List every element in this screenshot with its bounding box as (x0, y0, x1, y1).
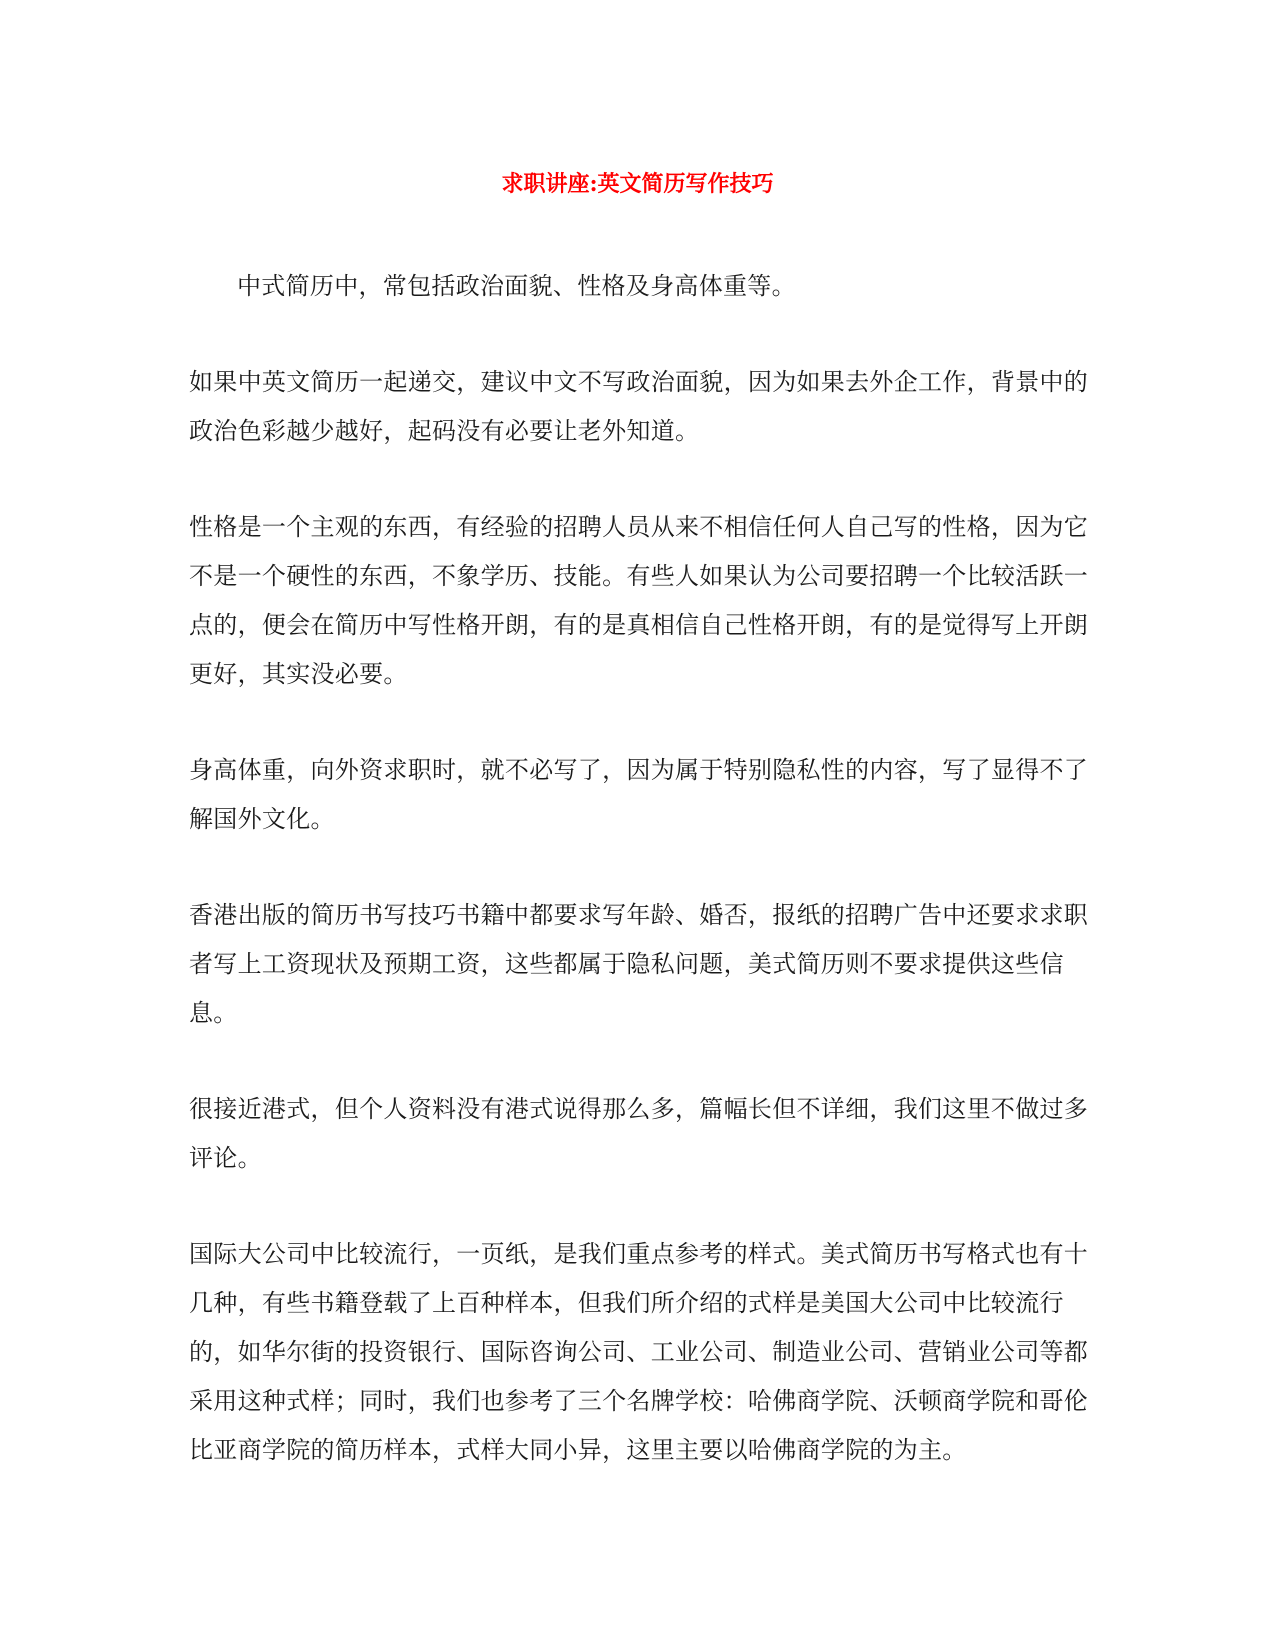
paragraph-near-hong-kong-style: 很接近港式，但个人资料没有港式说得那么多，篇幅长但不详细，我们这里不做过多评论。 (189, 1095, 1089, 1172)
paragraph-political-affiliation: 中式简历中，常包括政治面貌、性格及身高体重等。 (237, 272, 796, 300)
paragraph-height-weight: 身高体重，向外资求职时，就不必写了，因为属于特别隐私性的内容，写了显得不了解国外文化。 (189, 756, 1089, 833)
paragraph-hong-kong-style: 香港出版的简历书写技巧书籍中都要求写年龄、婚否，报纸的招聘广告中还要求求职者写上工资现状及预期工资，这些都属于隐私问题，美式简历则不要求提供这些信息。 (189, 901, 1089, 1027)
document-title: 求职讲座:英文简历写作技巧 (501, 171, 774, 197)
paragraph-american-style: 国际大公司中比较流行，一页纸，是我们重点参考的样式。美式简历书写格式也有十几种，有些书籍登载了上百种样本，但我们所介绍的式样是美国大公司中比较流行的，如华尔街的投资银行、国际咨询公司、工业公司、制造业公司、营销业公司等都采用这种式样；同时，我们也参考了三个名牌学校：哈佛商学院、沃顿商学院和哥伦比亚商学院的简历样本，式样大同小异，这里主要以哈佛商学院的为主。 (189, 1240, 1089, 1464)
paragraph-bilingual-resume: 如果中英文简历一起递交，建议中文不写政治面貌，因为如果去外企工作，背景中的政治色彩越少越好，起码没有必要让老外知道。 (189, 368, 1089, 445)
paragraph-personality: 性格是一个主观的东西，有经验的招聘人员从来不相信任何人自己写的性格，因为它不是一个硬性的东西，不象学历、技能。有些人如果认为公司要招聘一个比较活跃一点的，便会在简历中写性格开朗，有的是真相信自己性格开朗，有的是觉得写上开朗更好，其实没必要。 (189, 513, 1089, 688)
